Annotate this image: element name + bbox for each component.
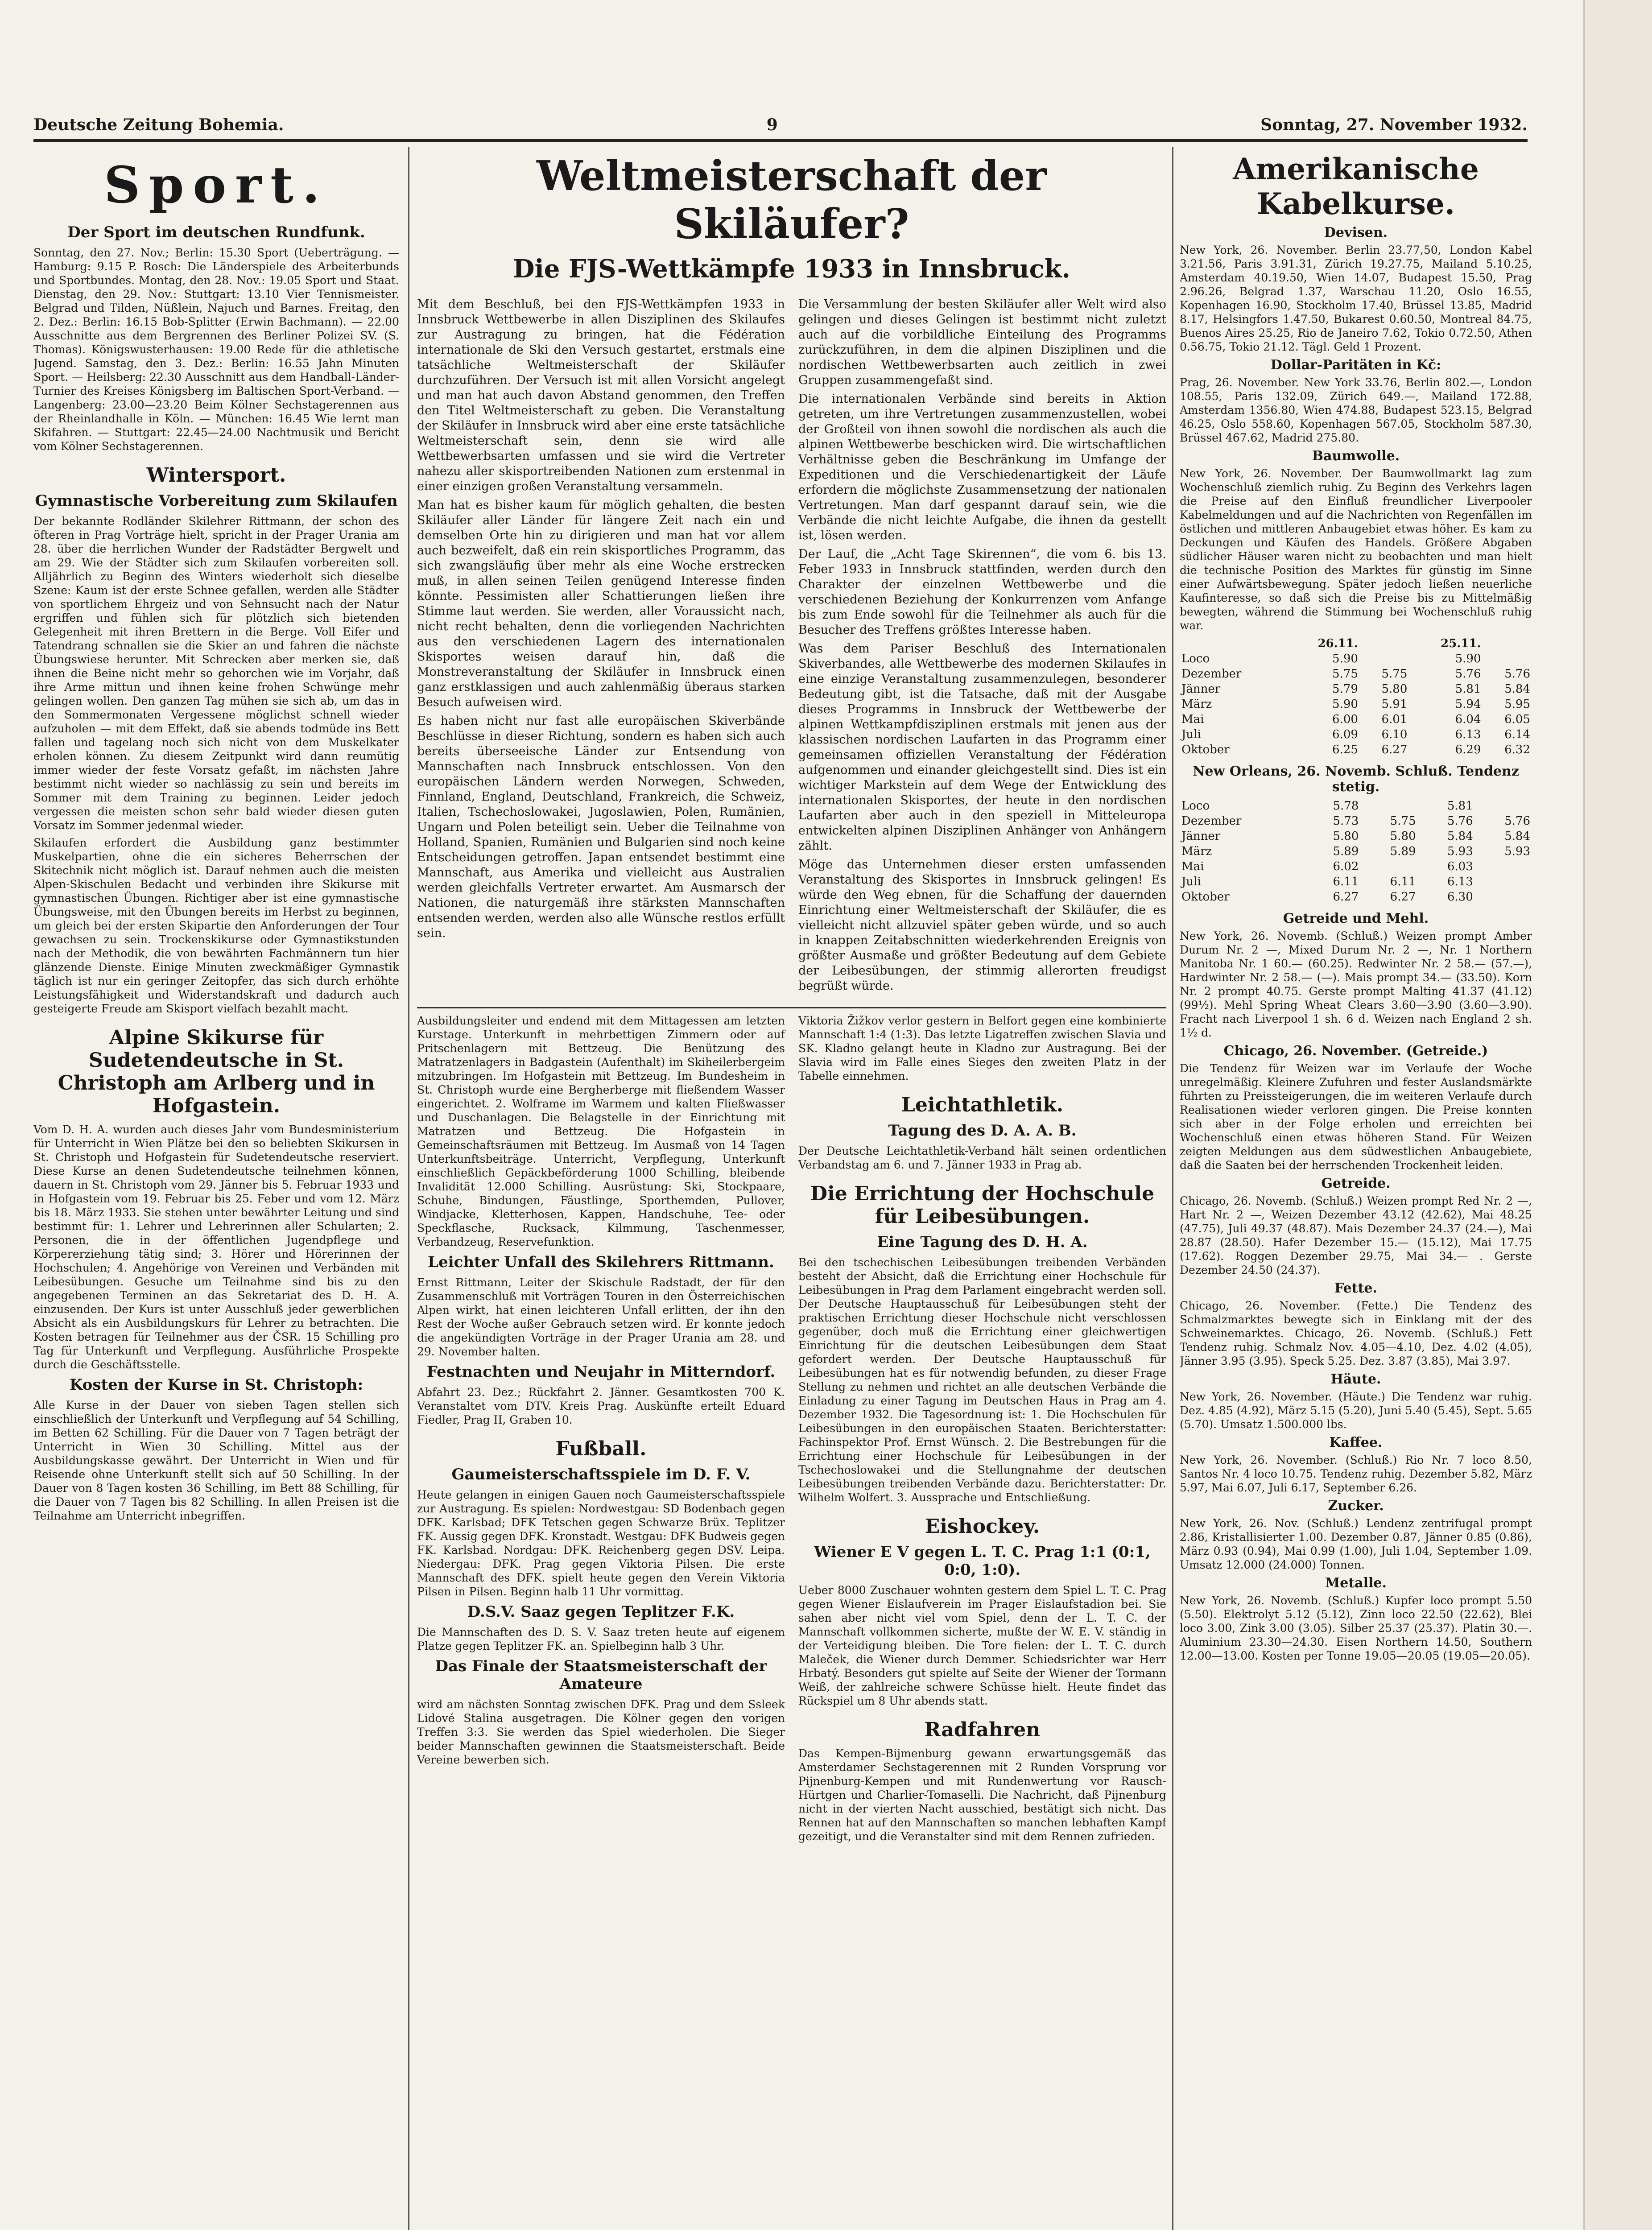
table-cell: 5.75 (1332, 667, 1358, 681)
devisen-text: New York, 26. November. Berlin 23.77,50, London Kabel 3.21.56, Paris 3.91.31, Zürich 19.27.75, Mailand 5.10.25, Amsterdam 40.19.50, Wien 14.07, Budapest 15.50, Prag 2.96.26, Belgrad 1.37, Warschau 11.20, Oslo 16.55, Kopenhagen 16.90, Stockholm 17.40, Brüssel 13.85, Madrid 8.17, Helsingfors 1.47.50, Bukarest 0.60.50, Montreal 84.75, Buenos Aires 25.25, Rio de Janeiro 7.62, Tokio 0.72.50, Athen 0.56.75, Tokio 21.12. Tägl. Geld 1 Prozent. (1180, 244, 1532, 353)
masthead-rule (33, 139, 1528, 142)
table-cell: 6.11 (1333, 875, 1359, 888)
ski-course-details: Ausbildungsleiter und endend mit dem Mittagessen am letzten Kurstage. Unterkunft in mehrbettigen Zimmern oder auf Pritschenlagern mit Bettzeug. Die Benützung des Matratzenlagers in Badgastein (Aufenthalt) im Skiheilerbergeim mitzubringen. Im Hofgastein mit Bettzeug. Im Bundesheim in St. Christoph wurde eine Bergherberge mit fließendem Wasser eingerichtet. 2. Wolframe im Warmem und kalten Fließwasser und Duschanlagen. Die Belagstelle in der Einrichtung mit Matratzen und Bettzeug. Die Hofgastein in Gemeinschaftsräumen mit Bettzeug. Im Ausmaß von 14 Tagen Unterkunftsbeiträge. Unterricht, Verpflegung, Unterkunft einschließlich Gepäckbeförderung 1000 Schilling, bleibende Invalidität 12.000 Schilling. Ausrüstung: Ski, Stockpaare, Schuhe, Bindungen, Fäustlinge, Sporthemden, Pullover, Windjacke, Kletterhosen, Kappen, Handschuhe, Tee- oder Speckflasche, Rucksack, Kilmmung, Taschenmesser, Verbandzeug, Reservefunktion. (417, 1014, 785, 1248)
table-cell: 5.84 (1447, 830, 1473, 843)
table-cell (1360, 859, 1417, 874)
table-cell: 5.73 (1333, 814, 1359, 828)
article-paragraph: Man hat es bisher kaum für möglich gehalten, die besten Skiläufer aller Länder für längere Zeit nach ein und demselben Orte hin zu dirigieren und man hat vor allem auch bezweifelt, daß ein rein skisportliches Programm, das sich zwangsläufig über mehr als eine Woche erstrecken muß, in allen seinen Teilen genügend Interesse finden könnte. Pessimisten aller Schattierungen ließen ihre Stimme laut werden. Sie werden, aller Voraussicht nach, nicht recht behalten, denn die vorliegenden Nachrichten aus den verschiedenen Lagern des internationalen Skisportes weisen darauf hin, daß die Monstreveranstaltung der Skiläufer in Innsbruck einen ganz erstklassigen und auch zahlenmäßig überaus starken Besuch aufweisen wird. (417, 498, 785, 709)
athletics-heading: Leichtathletik. (901, 1094, 1064, 1116)
grain2-text: Chicago, 26. Novemb. (Schluß.) Weizen prompt Red Nr. 2 —, Hart Nr. 2 —, Weizen Dezember 43.12 (42.62), Mai 48.25 (47.75), Juli 49.37 (48.87). Mais Dezember 24.37 (24.—), Mai 28.87 (28.50). Hafer Dezember 15.— (15.12), Mai 17.75 (17.62). Roggen Dezember 29.75, Mai 34.— . Gerste Dezember 24.50 (24.37). (1180, 1194, 1532, 1276)
page-number: 9 (766, 116, 778, 134)
grain2-heading: Getreide. (1321, 1176, 1391, 1191)
column-divider-2 (1172, 147, 1173, 2230)
table-cell: 6.32 (1504, 743, 1530, 756)
table-cell: 6.00 (1332, 713, 1358, 726)
table-cell: Oktober (1181, 743, 1230, 756)
table-cell (1475, 798, 1532, 814)
headline: Weltmeisterschaft der Skiläufer? (537, 152, 1047, 248)
table-cell (1360, 798, 1417, 814)
table-cell: Oktober (1181, 890, 1230, 904)
article-paragraph: Der Lauf, die „Acht Tage Skirennen“, die vom 6. bis 13. Feber 1933 in Innsbruck stattfinden, werden durch den Charakter der einzelnen Wettbewerbe und die verschiedenen Beziehung der Konkurrenzen vom Anfange bis zum Ende sowohl für die Teilnehmer als auch für die Besucher des Treffens größtes Interesse haben. (798, 547, 1166, 637)
table-row (1180, 666, 1532, 681)
chicago-text: Die Tendenz für Weizen war im Verlaufe der Woche unregelmäßig. Kleinere Zufuhren und fester Auslandsmärkte führten zu Preissteigerungen, die im weiteren Verlaufe durch Realisationen wieder verloren gingen. Die Preise konnten sich aber in der Folge erholen und erreichten bei Wochenschluß einen etwas höheren Stand. Für Weizen zeigten Meldungen aus dem südwestlichen Anbaugebiete, daß die Saaten bei der herrschenden Trockenheit leiden. (1180, 1062, 1532, 1172)
table-cell: Mai (1181, 713, 1204, 726)
markets-title: Amerikanische Kabelkurse. (1233, 152, 1479, 221)
table-row (1180, 681, 1532, 697)
table-header-cell (1360, 636, 1409, 651)
paper-name: Deutsche Zeitung Bohemia. (33, 116, 284, 134)
table-cell: 5.78 (1333, 799, 1359, 813)
table-row (1180, 829, 1532, 844)
table-cell: 6.03 (1447, 860, 1473, 873)
table-cell: 5.76 (1455, 667, 1481, 681)
university-text: Bei den tschechischen Leibesübungen treibenden Verbänden besteht der Absicht, daß die Errichtung einer Hochschule für Leibesübungen in Prag dem Parlament eingebracht werden soll. Der Deutsche Hauptausschuß für Leibesübungen steht der praktischen Errichtung dieser Hochschule nicht verschlossen gegenüber, doch muß die Errichtung einer gleichwertigen Einrichtung für die deutschen Leibesübungen dem Staat gefordert werden. Der Deutsche Hauptausschuß für Leibesübungen hat es für notwendig befunden, zu dieser Frage Stellung zu nehmen und richtet an alle deutschen Verbände die Einladung zu einer Tagung im Deutschen Haus in Prag am 4. Dezember 1932. Die Tagesordnung ist: 1. Die Hochschulen für Leibesübungen in den europäischen Staaten. Berichterstatter: Fachinspektor Prof. Ernst Wünsch. 2. Die Bestrebungen für die Errichtung einer Hochschule für Leibesübungen in der Tschechoslowakei und die Stellungnahme der deutschen Leibesübungen treibenden Verbände dazu. Berichterstatter: Dr. Wilhelm Wolfert. 3. Aussprache und Entschließung. (798, 1256, 1166, 1504)
kurs-text: Alle Kurse in der Dauer von sieben Tagen stellen sich einschließlich der Unterkunft und Verpflegung auf 54 Schilling, im Betten 62 Schilling. Für die Dauer von 7 Tagen beträgt der Unterricht in Wien 30 Schilling. Mittel aus der Ausbildungskasse gewährt. Der Unterricht in Wien und für Reisende ohne Unterkunft stellt sich auf 50 Schilling. In der Dauer von 8 Tagen kosten 36 Schilling, im Bett 88 Schilling, für die Dauer von 7 Tagen bis 82 Schilling. In allen Preisen ist die Teilnahme am Unterricht inbegriffen. (33, 1399, 399, 1522)
orleans-heading: New Orleans, 26. Novemb. Schluß. Tendenz stetig. (1193, 764, 1519, 795)
table-row (1180, 651, 1532, 666)
coffee-text: New York, 26. November. (Schluß.) Rio Nr. 7 loco 8.50, Santos Nr. 4 loco 10.75. Tendenz ruhig. Dezember 5.82, März 5.97, Mai 6.07, Juli 6.17, September 6.26. (1180, 1454, 1532, 1494)
radio-heading: Der Sport im deutschen Rundfunk. (67, 223, 365, 241)
main-article (417, 297, 1166, 997)
unfall-text: Ernst Rittmann, Leiter der Skischule Radstadt, der für den Zusammenschluß mit Vorträgen Touren in den Österreichischen Alpen wirkt, hat einen leichteren Unfall erlitten, der ihn den Rest der Woche außer Gebrauch setzen wird. Er konnte jedoch die angekündigten Vorträge in der Prager Urania am 28. und 29. November halten. (417, 1276, 785, 1358)
table-cell: 5.93 (1504, 845, 1530, 858)
football-subheading: Gaumeisterschaftsspiele im D. F. V. (451, 1466, 751, 1483)
table-cell: 6.30 (1447, 890, 1473, 904)
left-column (33, 152, 399, 2230)
masthead (33, 114, 1528, 136)
issue-date: Sonntag, 27. November 1932. (1260, 116, 1528, 134)
article-paragraph: Es haben nicht nur fast alle europäischen Skiverbände Beschlüsse in dieser Richtung, sondern es haben sich auch bereits überseeische Länder zur Entsendung von Mannschaften nach Innsbruck entschlossen. Von den europäischen Ländern werden Norwegen, Schweden, Finnland, England, Deutschland, Frankreich, die Schweiz, Italien, Tschechoslowakei, Jugoslawien, Polen, Rumänien, Ungarn und Polen beteiligt sein. Ueber die Teilnahme von Holland, Spanien, Rumänien und Bulgarien sind noch keine Entscheidungen getroffen. Japan entsendet bestimmt eine Mannschaft, aus Amerika und vielleicht aus Australien werden gleichfalls Vertreter erwartet. Am Ausmarsch der Nationen, die naturgemäß ihre stärksten Mannschaften entsenden werden, werden also alle Wünsche restlos erfüllt sein. (417, 714, 785, 940)
university-heading: Die Errichtung der Hochschule für Leibesübungen. (810, 1182, 1155, 1228)
section-rule (417, 1003, 1166, 1008)
grain-heading: Getreide und Mehl. (1283, 911, 1429, 926)
fats-text: Chicago, 26. November. (Fette.) Die Tendenz des Schmalzmarktes bewegte sich in Einklang mit der des Schweinemarktes. Chicago, 26. Novemb. (Schluß.) Fett Tendenz ruhig. Schmalz Nov. 4.05—4.10, Dez. 4.02 (4.05), Jänner 3.95 (3.95). Speck 5.25. Dez. 3.87 (3.85), Mai 3.97. (1180, 1299, 1532, 1367)
table-row (1180, 712, 1532, 727)
gymnastics-text: Der bekannte Rodländer Skilehrer Rittmann, der schon des öfteren in Prag Vorträge hielt, spricht in der Prager Urania am 28. über die herrlichen Wunder der Radstädter Bergwelt und am 29. Wie der Städter sich zum Skilaufen vorbereiten soll. Alljährlich zu Beginn des Winters wiederholt sich dieselbe Szene: Kaum ist der erste Schnee gefallen, werden alle Städter von sportlichem Ehrgeiz und von Sehnsucht nach der Natur ergriffen und fühlen sich für plötzlich sich bietenden Gelegenheit mit ihren Brettern in die Berge. Voll Eifer und Tatendrang schnallen sie die Skier an und fahren die nächste Übungswiese herunter. Mit Schrecken aber merken sie, daß ihnen die Beine nicht mehr so gehorchen wie im Vorjahr, daß ihre Arme mittun und ihnen keine frohen Schwünge mehr gelingen wollen. Den ganzen Tag mühen sie sich ab, um das in den Sommermonaten Vergessene möglichst schnell wieder aufzuholen — mit dem Effekt, daß sie abends todmüde ins Bett fallen und tagelang noch sich nicht von dem Muskelkater erholen können. Zu diesem Zeitpunkt wird dann reumütig immer wieder der feste Vorsatz gefaßt, im nächsten Jahre bestimmt nicht wieder so nachlässig zu sein und bereits im Sommer mit dem Training zu beginnen. Leider jedoch vergessen die meisten schon sehr bald wieder diesen guten Vorsatz im Sommer jedenmal wieder. (33, 515, 399, 832)
middle-column (417, 152, 1166, 2230)
table-cell: 5.84 (1504, 682, 1530, 696)
table-cell: 6.02 (1333, 860, 1359, 873)
table-cell: 6.09 (1332, 728, 1358, 741)
dsv-heading: D.S.V. Saaz gegen Teplitzer F.K. (467, 1603, 735, 1621)
table-cell: Loco (1181, 652, 1210, 665)
table-cell: 5.76 (1504, 814, 1530, 828)
table-cell: 5.76 (1504, 667, 1530, 681)
grain-text: New York, 26. Novemb. (Schluß.) Weizen prompt Amber Durum Nr. 2 —, Mixed Durum Nr. 2 —, Nr. 1 Northern Manitoba Nr. 1 60.— (60.25). Redwinter Nr. 2 58.— (57.—), Hardwinter Nr. 2 58.— (—). Mais prompt 34.— (33.50). Korn Nr. 2 prompt 40.75. Gerste prompt Malting 41.37 (41.12) (99½). Mehl Spring Wheat Clears 3.60—3.90 (3.60—3.90). Fracht nach Liverpool 1 sh. 6 d. Weizen nach England 2 sh. 1½ d. (1180, 929, 1532, 1039)
table-cell: 6.27 (1390, 890, 1416, 904)
table-row (1180, 874, 1532, 889)
icehockey-text: Ueber 8000 Zuschauer wohnten gestern dem Spiel L. T. C. Prag gegen Wiener Eislaufverein im Prager Eislaufstadion bei. Sie sahen aber nicht viel vom Spiel, denn der L. T. C. der Mannschaft vollkommen sicherte, mußte der W. E. V. ständig in der Verteidigung bleiben. Die Tore fielen: der L. T. C. durch Maleček, die Wiener durch Demmer. Schiedsrichter war Herr Hrbatý. Besonders gut spielte auf Seite der Wiener der Tormann Weiß, der zahlreiche schwere Schüsse hielt. Heute findet das Rückspiel um 8 Uhr abends statt. (798, 1584, 1166, 1707)
table-cell: 6.10 (1381, 728, 1408, 741)
table-cell: 5.89 (1390, 845, 1416, 858)
cotton-table (1180, 636, 1532, 757)
section-title: Sport. (104, 156, 329, 215)
devisen-heading: Devisen. (1324, 225, 1388, 240)
table-cell: 5.75 (1390, 814, 1416, 828)
icehockey-subheading: Wiener E V gegen L. T. C. Prag 1:1 (0:1, 0:0, 1:0). (814, 1543, 1151, 1579)
dollar-heading: Dollar-Paritäten in Kč: (1270, 357, 1441, 373)
fest-text: Abfahrt 23. Dez.; Rückfahrt 2. Jänner. Gesamtkosten 700 K. Veranstaltet vom DTV. Kreis Prag. Auskünfte erteilt Eduard Fiedler, Prag II, Graben 10. (417, 1386, 785, 1426)
right-column (1180, 152, 1532, 2230)
cotton-text: New York, 26. November. Der Baumwollmarkt lag zum Wochenschluß ziemlich ruhig. Zu Beginn des Verkehrs lagen die Preise auf den Einfluß freundlicher Liverpooler Kabelmeldungen und auf die Nachrichten von Regenfällen im östlichen und mittleren Anbaugebiet etwas höher. Es kam zu Deckungen und Käufen des Handels. Größere Abgaben südlicher Häuser waren nicht zu beobachten und man hielt die technische Position des Marktes für günstig im Sinne einer Aufwärtsbewegung. Später jedoch ließen neuerliche Kaufinteresse, so daß sich die Preise bis zu Mittelmäßig bewegten, während die Stimmung bei Wochenschluß ruhig war. (1180, 467, 1532, 632)
staats-text: wird am nächsten Sonntag zwischen DFK. Prag und dem Ssleek Lidové Stalina ausgetragen. Die Kölner gegen den vorigen Treffen 3:3. Sie werden das Spiel wiederholen. Die Sieger beider Mannschaften gewinnen die Staatsmeisterschaft. Beide Vereine bewerben sich. (417, 1698, 785, 1766)
table-cell: 5.81 (1455, 682, 1481, 696)
table-cell: Mai (1181, 860, 1204, 873)
article-paragraph: Was dem Pariser Beschluß des Internationalen Skiverbandes, alle Wettbewerbe des modernen Skilaufes in eine einzige Veranstaltung zusammenzulegen, besonderer Bedeutung gibt, ist die Tatsache, daß mit der Ausgabe dieses Programms in Innsbruck der Wettbewerbe der alpinen Wettkampfdisziplinen erstmals mit jenen aus der klassischen nordischen Laufarten in das Programm einer gemeinsamen offiziellen Veranstaltung der Fédération aufgenommen und einander gleichgestellt sind. Dies ist ein wichtiger Markstein auf dem Wege der Entwicklung des internationalen Skisportes, der heute in den nordischen Laufarten aber auch in den speziell in Mitteleuropa entwickelten alpinen Disziplinen Anhänger von Anhängern zählt. (798, 642, 1166, 853)
table-cell: Jänner (1181, 682, 1221, 696)
athletics-subheading: Tagung des D. A. A. B. (888, 1122, 1077, 1140)
subheadline: Die FJS-Wettkämpfe 1933 in Innsbruck. (512, 254, 1071, 284)
table-cell: 6.13 (1447, 875, 1473, 888)
table-cell (1483, 651, 1532, 666)
university-subheading: Eine Tagung des D. H. A. (877, 1233, 1088, 1251)
table-cell: 5.76 (1447, 814, 1473, 828)
staats-heading: Das Finale der Staatsmeisterschaft der Amateure (435, 1657, 767, 1693)
table-cell: 5.79 (1332, 682, 1358, 696)
alpine-text: Vom D. H. A. wurden auch dieses Jahr vom Bundesministerium für Unterricht in Wien Plätze bei den so beliebten Skikursen in St. Christoph und Hofgastein für Sudetendeutsche reserviert. Diese Kurse an denen Sudetendeutsche teilnehmen können, dauern in St. Christoph vom 29. Jänner bis 5. Februar 1933 und in Hofgastein vom 19. Februar bis 25. Feber und vom 12. März bis 18. März 1933. Sie stehen unter bewährter Leitung und sind bestimmt für: 1. Lehrer und Lehrerinnen aller Schularten; 2. Personen, die in der öffentlichen Jugendpflege und Körpererziehung tätig sind; 3. Hörer und Hörerinnen der Hochschulen; 4. Angehörige von Vereinen und Verbänden mit Leibesübungen. Gesuche um Teilnahme sind bis zu den angegebenen Terminen an das Sekretariat des D. H. A. einzusenden. Der Kurs ist unter Ausschluß jeder gewerblichen Absicht als ein Ausbildungskurs für Lehrer zu betrachten. Die Kosten betragen für Teilnehmer aus der ČSR. 15 Schilling pro Tag für Unterkunft und Verpflegung. Ausführliche Prospekte durch die Geschäftsstelle. (33, 1123, 399, 1371)
table-cell: 5.80 (1390, 830, 1416, 843)
table-header-cell (1483, 636, 1532, 651)
orleans-table (1180, 798, 1532, 904)
table-cell: 5.94 (1455, 698, 1481, 711)
table-cell: 5.75 (1381, 667, 1408, 681)
binding-margin (1583, 0, 1652, 2230)
table-cell: März (1181, 845, 1212, 858)
table-row (1180, 859, 1532, 874)
table-cell: 5.80 (1333, 830, 1359, 843)
sugar-heading: Zucker. (1328, 1498, 1384, 1514)
table-cell: 5.90 (1455, 652, 1481, 665)
lower-section (417, 1014, 1166, 1847)
table-cell (1475, 874, 1532, 889)
table-cell: 6.27 (1381, 743, 1408, 756)
table-cell (1475, 859, 1532, 874)
kurs-heading: Kosten der Kurse in St. Christoph: (69, 1376, 363, 1394)
radio-text: Sonntag, den 27. Nov.; Berlin: 15.30 Sport (Ueberträgung. — Hamburg: 9.15 P. Rosch: Die Länderspiele des Arbeiterbunds und Sportbundes. Montag, den 28. Nov.: 19.05 Sport und Staat. Dienstag, den 29. Nov.: Stuttgart: 13.10 Vier Tennismeister. Belgrad und Tilden, Nüßlein, Najuch und Barnes. Freitag, den 2. Dez.: Berlin: 16.15 Bob-Splitter (Erwin Bachmann). — 22.00 Ausschnitte aus dem Bergrennen des Berliner Polizei SV. (S. Thomas). Königswusterhausen: 19.00 Rede für die athletische Jugend. Samstag, den 3. Dez.: Berlin: 16.55 Jahn Minuten Sport. — Heilsberg: 22.30 Ausschnitt aus dem Handball-Länder-Turnier des Kreises Königsberg im Baltischen Sport-Verband. — Langenberg: 23.00—23.20 Beim Kölner Sechstagerennen aus der Rheinlandhalle in Köln. — München: 16.45 Wie lernt man Skifahren. — Stuttgart: 22.45—24.00 Nachtmusik und Bericht vom Kölner Sechstagerennen. (33, 246, 399, 453)
unfall-heading: Leichter Unfall des Skilehrers Rittmann. (428, 1253, 774, 1271)
wintersport-heading: Wintersport. (146, 464, 286, 487)
table-cell: 5.80 (1381, 682, 1408, 696)
article-paragraph: Möge das Unternehmen dieser ersten umfassenden Veranstaltung des Skisportes in Innsbruck gelingen! Es würde den Weg ebnen, für die Schaffung der dauernden Einrichtung einer Weltmeisterschaft der Skiläufer, die es vielleicht nicht allzuviel später geben würde, und so auch in knappen Zeitabschnitten wiederkehrenden Ereignis von größter Ausmaße und größter Bedeutung auf dem Gebiete der Leibesübungen, der stimmig allerorten freudigst begrüßt würde. (798, 858, 1166, 993)
table-row (1180, 727, 1532, 742)
gymnastics-text-2: Skilaufen erfordert die Ausbildung ganz bestimmter Muskelpartien, ohne die ein sicheres Beherrschen der Skitechnik nicht möglich ist. Darauf nehmen auch die meisten Alpen-Skischulen Bedacht und verbinden ihre Skikurse mit gymnastischen Übungen. Richtiger aber ist eine gymnastische Übungsweise, mit den Übungen bereits im Herbst zu beginnen, um gleich bei der ersten Skipartie den Anforderungen der Tour gewachsen zu sein. Trockenskikurse oder Gymnastikstunden nach der Methodik, die von bewährten Fachmännern tun hier glänzende Dienste. Einige Minuten zweckmäßiger Gymnastik täglich ist nur ein geringer Zeitopfer, das sich durch erhöhte Leistungsfähigkeit und Widerstandskraft und dadurch auch gesteigerte Freude am Skisport vielfach bezahlt macht. (33, 836, 399, 1015)
icehockey-heading: Eishockey. (925, 1515, 1040, 1538)
table-cell: 5.91 (1381, 698, 1408, 711)
cycling-text: Das Kempen-Bijmenburg gewann erwartungsgemäß das Amsterdamer Sechstagerennen mit 2 Runden Vorsprung vor Pijnenburg-Kempen und mit Rundenwertung vor Rausch-Hürtgen und Charlier-Tomaselli. Die Nachricht, daß Pijnenburg nicht in der vierten Nacht ausschied, bestätigt sich nicht. Das Rennen hat auf den Mannschaften so manchen lebhaften Kampf gezeitigt, und die Veranstalter sind mit dem Rennen zufrieden. (798, 1747, 1166, 1843)
table-cell: 6.27 (1333, 890, 1359, 904)
article-paragraph: Die Versammlung der besten Skiläufer aller Welt wird also gelingen und dieses Gelingen ist bestimmt nicht zuletzt auch auf die vorbildliche Einteilung des Programms zurückzuführen, in dem die alpinen Disziplinen und die nordischen Wettbewerbsarten auch zeitlich in zwei Gruppen zusammengefaßt sind. (798, 297, 1166, 387)
cycling-heading: Radfahren (924, 1718, 1041, 1741)
table-row (1180, 697, 1532, 712)
hides-text: New York, 26. November. (Häute.) Die Tendenz war ruhig. Dez. 4.85 (4.92), März 5.15 (5.20), Juni 5.40 (5.45), Sept. 5.65 (5.70). Umsatz 1.500.000 lbs. (1180, 1390, 1532, 1431)
cotton-heading: Baumwolle. (1312, 448, 1400, 464)
table-cell (1475, 889, 1532, 904)
table-cell: Juli (1181, 728, 1201, 741)
table-cell: 6.01 (1381, 713, 1408, 726)
hides-heading: Häute. (1330, 1371, 1381, 1387)
table-cell: 5.95 (1504, 698, 1530, 711)
table-cell: 5.81 (1447, 799, 1473, 813)
coffee-heading: Kaffee. (1329, 1435, 1383, 1450)
table-cell: 6.25 (1332, 743, 1358, 756)
chicago-heading: Chicago, 26. November. (Getreide.) (1223, 1043, 1488, 1059)
table-row (1180, 844, 1532, 859)
table-row (1180, 798, 1532, 814)
football-heading: Fußball. (555, 1437, 647, 1460)
dollar-text: Prag, 26. November. New York 33.76, Berlin 802.—, London 108.55, Paris 132.09, Zürich 649.—, Mailand 172.88, Amsterdam 1356.80, Wien 474.88, Budapest 523.15, Belgrad 46.25, Oslo 558.60, Kopenhagen 567.05, Stockholm 587.30, Brüssel 467.62, Madrid 275.80. (1180, 376, 1532, 444)
column-divider-1 (408, 147, 409, 2230)
table-cell: 6.11 (1390, 875, 1416, 888)
table-row (1180, 889, 1532, 904)
table-cell: 5.93 (1447, 845, 1473, 858)
fest-heading: Festnachten und Neujahr in Mitterndorf. (426, 1363, 776, 1381)
table-cell: 5.84 (1504, 830, 1530, 843)
table-cell: März (1181, 698, 1212, 711)
table-row (1180, 742, 1532, 757)
table-cell: 6.14 (1504, 728, 1530, 741)
table-cell (1360, 651, 1409, 666)
table-cell: 6.13 (1455, 728, 1481, 741)
table-header-cell: 25.11. (1441, 637, 1481, 650)
football-text: Heute gelangen in einigen Gauen noch Gaumeisterschaftsspiele zur Austragung. Es spielen: Nordwestgau: SD Bodenbach gegen DFK. Karlsbad; DFK Tetschen gegen Schwarze Brüx. Teplitzer FK. Aussig gegen DFK. Kronstadt. Westgau: DFK Budweis gegen FK. Karlsbad. Nordgau: DFK. Reichenberg gegen DSV. Leipa. Niedergau: DFK. Prag gegen Viktoria Pilsen. Die erste Mannschaft des DFK. spielt heute gegen den Verein Viktoria Pilsen in Pilsen. Beginn halb 11 Uhr vormittag. (417, 1488, 785, 1598)
table-cell: Dezember (1181, 667, 1242, 681)
dsv-text: Die Mannschaften des D. S. V. Saaz treten heute auf eigenem Platze gegen Teplitzer FK. an. Spielbeginn halb 3 Uhr. (417, 1626, 785, 1652)
table-row (1180, 814, 1532, 829)
table-header-cell (1180, 636, 1286, 651)
table-cell: 5.90 (1332, 698, 1358, 711)
table-cell: 5.89 (1333, 845, 1359, 858)
gymnastics-heading: Gymnastische Vorbereitung zum Skilaufen (35, 492, 398, 510)
table-cell: Dezember (1181, 814, 1242, 828)
article-paragraph: Mit dem Beschluß, bei den FJS-Wettkämpfen 1933 in Innsbruck Wettbewerbe in allen Disziplinen des Skilaufes zur Austragung zu bringen, hat die Fédération internationale de Ski den Versuch gestartet, erstmals eine tatsächliche Weltmeisterschaft der Skiläufer durchzuführen. Der Versuch ist mit allen Vorsicht angelegt und man hat auch davon Abstand genommen, den Treffen den Titel Weltmeisterschaft zu geben. Die Veranstaltung der Skiläufer in Innsbruck wird aber eine erste tatsächliche Weltmeisterschaft sein, denn sie wird alle Wettbewerbsarten umfassen und sie wird die Vertreter nahezu aller skisportreibenden Nationen zum erstenmal in einer einzigen großen Veranstaltung versammeln. (417, 297, 785, 493)
table-cell: 6.29 (1455, 743, 1481, 756)
alpine-heading: Alpine Skikurse für Sudetendeutsche in St. Christoph am Arlberg und in Hofgastein. (58, 1026, 375, 1117)
table-header (1180, 636, 1532, 651)
table-cell: 5.90 (1332, 652, 1358, 665)
sugar-text: New York, 26. Nov. (Schluß.) Lendenz zentrifugal prompt 2.86, Kristallisierter 1.00. Dezember 0.87, Jänner 0.85 (0.86), März 0.93 (0.94), Mai 0.99 (1.00), Juli 1.04, September 1.09. Umsatz 12.000 (24.000) Tonnen. (1180, 1517, 1532, 1571)
table-cell: 6.05 (1504, 713, 1530, 726)
table-cell: Loco (1181, 799, 1210, 813)
athletics-text: Der Deutsche Leichtathletik-Verband hält seinen ordentlichen Verbandstag am 6. und 7. Jänner 1933 in Prag ab. (798, 1144, 1166, 1171)
table-header-cell: 26.11. (1317, 637, 1358, 650)
metals-text: New York, 26. Novemb. (Schluß.) Kupfer loco prompt 5.50 (5.50). Elektrolyt 5.12 (5.12), Zinn loco 22.50 (22.62), Blei loco 3.00, Zink 3.00 (3.05). Silber 25.37 (25.37). Platin 30.—. Aluminium 23.30—24.30. Eisen Northern 14.50, Southern 12.00—13.00. Kosten per Tonne 19.05—20.05 (19.05—20.05). (1180, 1594, 1532, 1662)
table-cell: Juli (1181, 875, 1201, 888)
metals-heading: Metalle. (1325, 1575, 1387, 1591)
viktoria-text: Viktoria Žižkov verlor gestern in Belfort gegen eine kombinierte Mannschaft 1:4 (1:3). Das letzte Ligatreffen zwischen Slavia und SK. Kladno gelangt heute in Kladno zur Austragung. Bei der Slavia wird im Falle eines Sieges den zweiten Platz in der Tabelle einnehmen. (798, 1014, 1166, 1082)
table-cell: Jänner (1181, 830, 1221, 843)
fats-heading: Fette. (1334, 1280, 1377, 1296)
table-cell: 6.04 (1455, 713, 1481, 726)
article-paragraph: Die internationalen Verbände sind bereits in Aktion getreten, um ihre Vertretungen zusammenzustellen, wobei der Großteil von ihnen sowohl die nordischen als auch die alpinen Wettbewerbe beschicken wird. Die wirtschaftlichen Verhältnisse geben die Beschränkung im Umfange der Expeditionen und die Verschiedenartigkeit der Läufe erfordern die möglichste Zusammensetzung der nationalen Vertretungen. Man darf gespannt darauf sein, wie die Verbände die nicht leichte Aufgabe, die ihnen da gestellt ist, lösen werden. (798, 392, 1166, 542)
